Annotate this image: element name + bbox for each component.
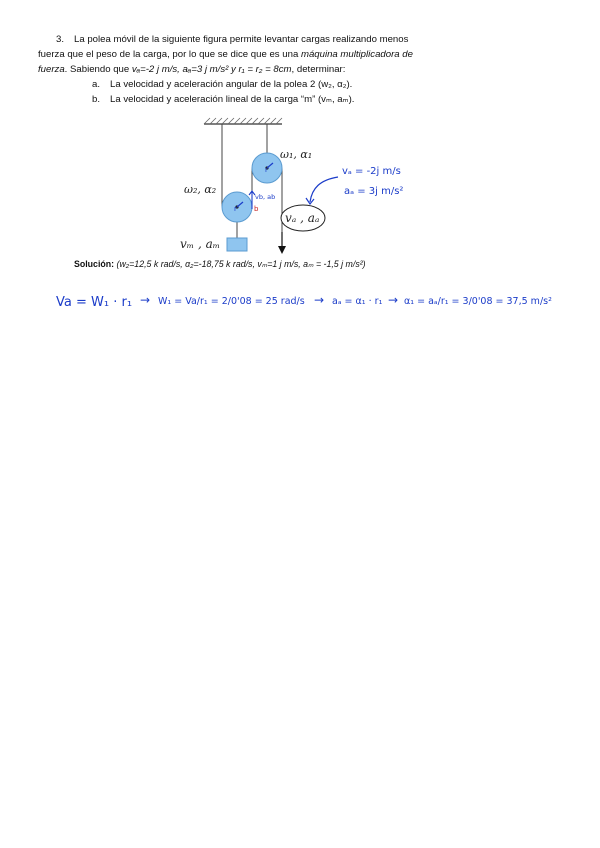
pulley-1-label: ω₁, α₁	[280, 148, 313, 161]
intro-line-3	[38, 62, 478, 77]
hw-arrow-3: →	[388, 293, 399, 307]
solution-label: Solución:	[74, 259, 115, 269]
hw-va: vₐ = -2j m/s	[342, 166, 401, 177]
intro-line-3-end: , determinar:	[291, 64, 346, 75]
hw-step-2: W₁ = Va/r₁ = 2/0'08 = 25 rad/s	[158, 296, 305, 307]
hw-step-1: Va = W₁ · r₁	[56, 295, 133, 310]
pulley-2-label: ω₂, α₂	[184, 183, 217, 196]
hw-arrow-1: →	[140, 293, 151, 307]
item-b	[92, 92, 478, 107]
item-a-text: La velocidad y aceleración angular de la polea 2 (w₂, α₂).	[110, 79, 353, 90]
item-b-label: b.	[92, 94, 101, 105]
item-b-text: La velocidad y aceleración lineal de la carga “m” (vₘ, aₘ).	[110, 94, 355, 105]
box-a-label: vₐ , aₐ	[285, 211, 320, 225]
hw-step-4: α₁ = aₐ/r₁ = 3/0'08 = 37,5 m/s²	[404, 296, 552, 307]
intro-line-3-text: . Sabiendo que	[64, 64, 132, 75]
pulley-figure	[170, 114, 340, 256]
intro-line-2	[38, 47, 478, 62]
intro-line-3-emphasis: fuerza	[38, 64, 65, 75]
ceiling	[204, 118, 282, 124]
problem-statement	[38, 32, 478, 107]
problem-intro	[38, 32, 478, 47]
hw-arrow-2: →	[314, 293, 325, 307]
handwritten-work	[52, 280, 572, 322]
intro-line-2-text: fuerza que el peso de la carga, por lo que se dice que es una	[38, 49, 301, 60]
intro-line-2-emphasis: máquina multiplicadora de	[300, 49, 413, 60]
solution-text: (w₂=12,5 k rad/s, α₂=-18,75 k rad/s, vₘ=1 j m/s, aₘ = -1,5 j m/s²)	[114, 259, 366, 269]
vb-label: vb, ab	[255, 193, 276, 201]
point-b-label: b	[254, 205, 259, 213]
item-a-label: a.	[92, 79, 101, 90]
hw-step-3: aₐ = α₁ · r₁	[332, 296, 383, 307]
problem-number: 3.	[56, 34, 65, 45]
given-values: vₐ=-2 j m/s, aₐ=3 j m/s² y r₁ = r₂ = 8cm	[131, 64, 292, 75]
intro-line-1: La polea móvil de la siguiente figura permite levantar cargas realizando menos	[74, 34, 409, 45]
radius-1-label: r	[265, 166, 268, 174]
hw-aa: aₐ = 3j m/s²	[344, 186, 404, 197]
mass-label: vₘ , aₘ	[180, 237, 221, 251]
item-a	[92, 77, 478, 92]
solution-line	[74, 259, 366, 270]
pull-arrowhead	[278, 246, 286, 254]
hw-curved-arrow	[310, 177, 338, 202]
mass-block	[227, 238, 247, 251]
hw-givens	[340, 158, 430, 204]
radius-2-label: r	[234, 205, 237, 213]
